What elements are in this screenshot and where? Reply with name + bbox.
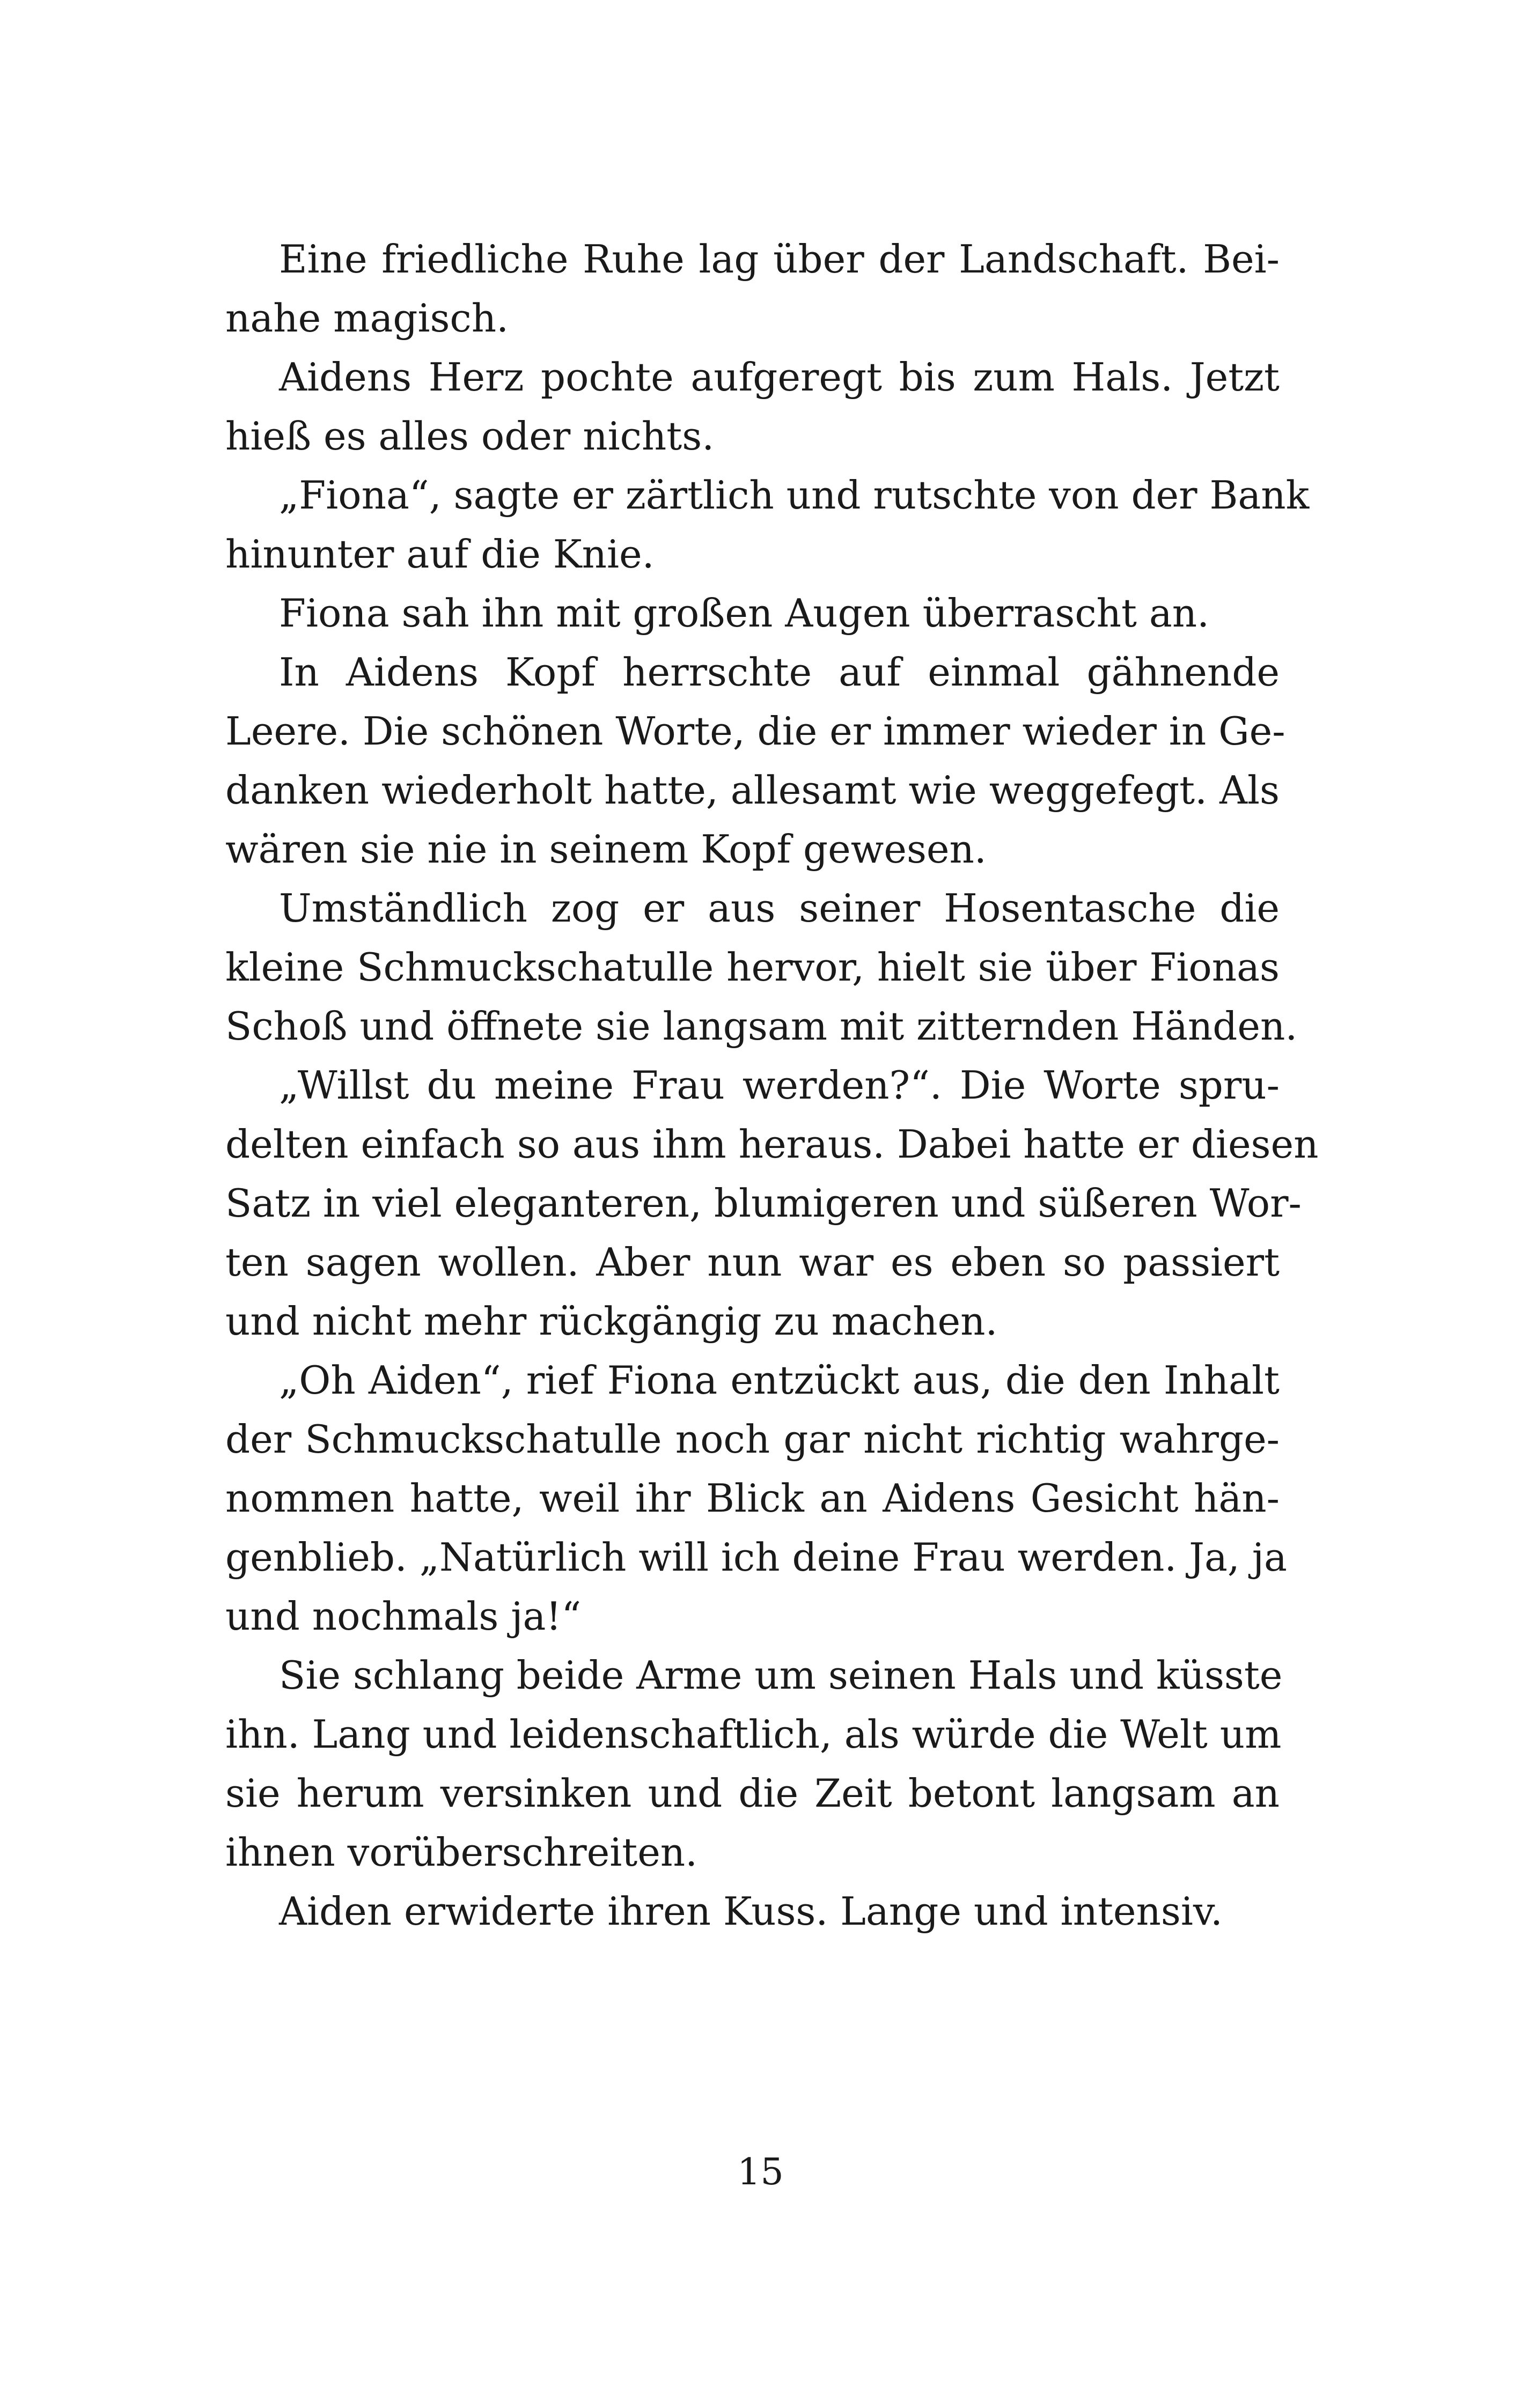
text-line: ihnen vorüberschreiten. [225,1830,698,1875]
text-line: sie herum versinken und die Zeit betont langsam an [225,1771,1280,1816]
text-line: Umständlich zog er aus seiner Hosentasche die [279,886,1280,931]
text-line: delten einfach so aus ihm heraus. Dabei hatte er diesen [225,1122,1319,1167]
text-line: kleine Schmuckschatulle hervor, hielt sie über Fionas [225,945,1280,990]
text-line: Eine friedliche Ruhe lag über der Landschaft. Bei- [279,237,1280,282]
text-line: In Aidens Kopf herrschte auf einmal gähnende [279,650,1280,695]
text-line: Satz in viel eleganteren, blumigeren und süßeren Wor- [225,1181,1302,1226]
text-line: Schoß und öffnete sie langsam mit zitternden Händen. [225,1004,1298,1049]
text-line: nommen hatte, weil ihr Blick an Aidens Gesicht hän- [225,1476,1280,1521]
text-line: Fiona sah ihn mit großen Augen überrascht an. [279,591,1210,636]
text-line: „Oh Aiden“, rief Fiona entzückt aus, die den Inhalt [279,1358,1280,1403]
text-line: ihn. Lang und leidenschaftlich, als würde die Welt um [225,1712,1282,1757]
text-line: Sie schlang beide Arme um seinen Hals und küsste [279,1653,1283,1698]
text-line: der Schmuckschatulle noch gar nicht richtig wahrge- [225,1417,1280,1462]
text-line: Leere. Die schönen Worte, die er immer wieder in Ge- [225,709,1285,754]
text-line: genblieb. „Natürlich will ich deine Frau werden. Ja, ja [225,1535,1287,1580]
text-line: wären sie nie in seinem Kopf gewesen. [225,827,987,872]
text-line: und nicht mehr rückgängig zu machen. [225,1299,998,1344]
text-line: Aidens Herz pochte aufgeregt bis zum Hals. Jetzt [279,355,1280,400]
text-line: und nochmals ja!“ [225,1594,582,1639]
page-number: 15 [737,2151,784,2193]
text-line: ten sagen wollen. Aber nun war es eben so passiert [225,1240,1280,1285]
text-line: „Willst du meine Frau werden?“. Die Worte spru- [279,1063,1280,1108]
text-line: Aiden erwiderte ihren Kuss. Lange und intensiv. [279,1889,1223,1934]
text-line: nahe magisch. [225,296,509,341]
text-line: hinunter auf die Knie. [225,532,655,577]
body-text [225,230,1319,1941]
text-line: hieß es alles oder nichts. [225,414,715,459]
text-line: „Fiona“, sagte er zärtlich und rutschte von der Bank [279,473,1310,518]
text-line: danken wiederholt hatte, allesamt wie weggefegt. Als [225,768,1280,813]
